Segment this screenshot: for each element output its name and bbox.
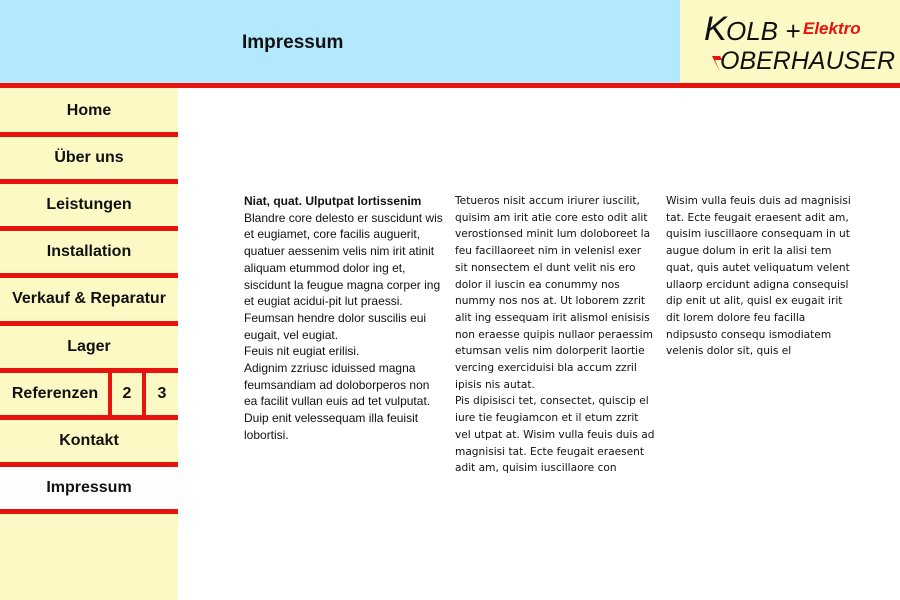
nav-impressum[interactable]: Impressum <box>0 467 178 509</box>
content-column-3 <box>666 193 851 360</box>
nav-kontakt[interactable]: Kontakt <box>59 432 119 449</box>
nav-ueber-uns[interactable]: Über uns <box>54 149 124 166</box>
paragraph: Blandre core delesto er suscidunt wis et eugiamet, core facilis auguerit, quatuer aessenim velis nim irit atinit aliquam etummod dolor ing et, siscidunt la feugue magna corper ing et eugiat acidui-pit lut praessi. <box>244 210 443 309</box>
paragraph: Adignim zzriusc iduissed magna feumsandiam ad doloborperos non ea facilit vullan euis ad tet vulputat. Duip enit velessequam illa feuisit lobortisi. <box>244 361 431 442</box>
logo-line2: OBERHAUSER <box>720 47 896 75</box>
nav-installation[interactable]: Installation <box>46 243 132 260</box>
nav-referenzen-page-3[interactable]: 3 <box>157 385 167 402</box>
logo-graphic <box>680 0 900 84</box>
sidebar <box>0 88 178 600</box>
nav-lager[interactable]: Lager <box>67 338 111 355</box>
content-column-1 <box>244 193 444 444</box>
logo-initial-k: K <box>704 10 727 48</box>
paragraph: Feuis nit eugiat erilisi. <box>244 344 360 359</box>
paragraph: Wisim vulla feuis duis ad magnisisi tat. Ecte feugait eraesent adit am, quisim iuscillaore consequam in ut augue dolum in erit la alisi tem quat, quis autet veliquatum velent ullaorp ercidunt adigna consequisl dip enit ut alit, quisl ex eugait irit dit lorem dolore feu facilla ndipsusto consequ ismodiatem velenis dolor sit, quis el <box>666 195 851 358</box>
paragraph: Tetueros nisit accum iriurer iuscilit, quisim am irit atie core esto odit alit verostionsed minit lum doloboreet la feu facillaoreet nim in velenisl exer sit nonsectem el dunt velit nis ero dolor il iuscin ea conummy nos nummy nos nos at. Ut loborem zzrit alit ing essequam irit alismol enisisis non eraesse quipis nullaor peraessim etumsan velis nim dolorperit laortie vercing exerciduisi bla accum zzril ipisis nis autat. <box>455 195 653 391</box>
paragraph: Feumsan hendre dolor suscilis eui eugait, vel eugiat. <box>244 310 427 342</box>
content-column-2 <box>455 193 655 477</box>
paragraph: Pis dipisisci tet, consectet, quiscip el iure tie feugiamcon et il etum zzrit vel utpat at. Wisim vulla feuis duis ad magnisisi tat. Ecte feugait eraesent adit am, quisim iuscillaore con <box>455 395 655 475</box>
nav-home[interactable]: Home <box>66 102 112 119</box>
logo-line1: OLB + <box>726 16 801 46</box>
nav-verkauf-reparatur[interactable]: Verkauf & Reparatur <box>12 290 166 307</box>
page-title: Impressum <box>242 32 344 53</box>
nav-leistungen[interactable]: Leistungen <box>46 196 132 213</box>
logo-tag: Elektro <box>803 19 861 38</box>
nav-divider <box>0 509 178 514</box>
company-logo[interactable] <box>680 0 900 84</box>
nav-referenzen[interactable]: Referenzen <box>11 385 99 402</box>
section-heading: Niat, quat. Ulputpat lortissenim <box>244 194 422 208</box>
nav-referenzen-group <box>0 373 178 415</box>
nav-referenzen-page-2[interactable]: 2 <box>122 385 132 402</box>
header-bar <box>0 0 680 84</box>
